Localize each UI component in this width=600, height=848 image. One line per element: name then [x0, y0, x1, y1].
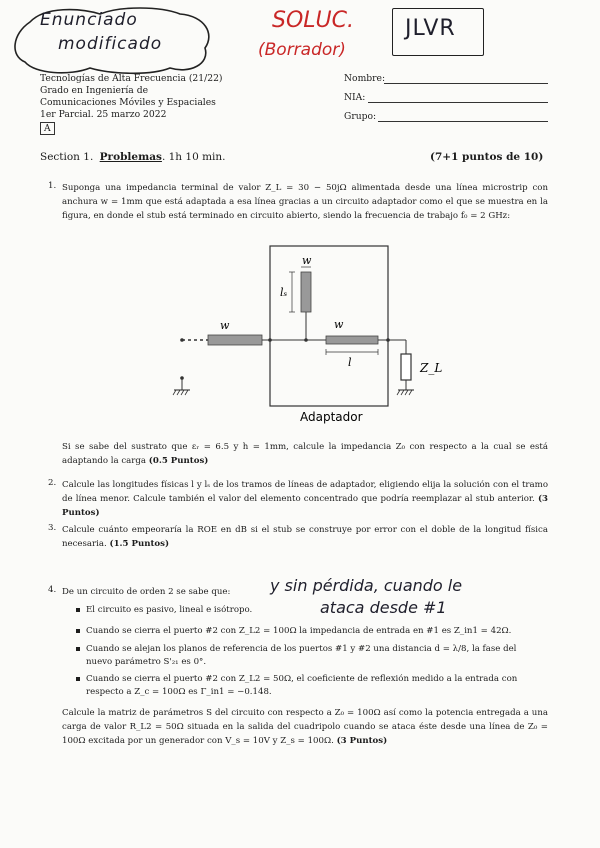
- exam-variant: A: [40, 122, 55, 135]
- exam-title: 1er Parcial. 25 marzo 2022: [40, 109, 167, 120]
- input-node: [180, 338, 184, 342]
- q4-points: (3 Puntos): [336, 736, 388, 746]
- q4-handwritten-note-line1: y sin pérdida, cuando le: [270, 576, 463, 595]
- q2-text: [62, 478, 548, 520]
- matching-circuit-figure: [168, 240, 448, 430]
- solution-text-line2: (Borrador): [258, 40, 346, 60]
- name-field-line: [384, 83, 548, 84]
- degree-line1: Grado en Ingeniería de: [40, 85, 149, 96]
- label-w-right: w: [334, 318, 344, 331]
- name-label: Nombre:: [344, 73, 386, 84]
- q4-bullet-4-cont: respecto a Z_c = 100Ω es Γ_in1 = −0.148.: [86, 687, 272, 697]
- q3-body: Calcule cuánto empeoraría la ROE en dB si el stub se construye por error con el doble de la longitud física necesaria.: [62, 525, 548, 549]
- course-name: Tecnologías de Alta Frecuencia (21/22): [40, 73, 223, 84]
- label-ls: lₛ: [280, 286, 288, 299]
- q4-bullet-1: [76, 603, 252, 617]
- label-l: l: [348, 356, 352, 369]
- nia-label: NIA:: [344, 92, 366, 103]
- q3-text: [62, 523, 548, 551]
- q4-bullet-2: [76, 624, 511, 638]
- section-prefix: Section 1.: [40, 151, 94, 163]
- group-field-line: [378, 121, 548, 122]
- solution-text-line1: SOLUC.: [272, 8, 354, 33]
- initials-text: JLVR: [405, 16, 456, 41]
- section-title: Problemas: [99, 151, 162, 163]
- q4-bullet-1-text: El circuito es pasivo, lineal e isótropo.: [86, 605, 253, 615]
- open-stub: [301, 272, 311, 312]
- q4-number: 4.: [48, 585, 57, 595]
- label-w-left: w: [220, 319, 230, 332]
- bullet-marker: [76, 647, 80, 651]
- bullet-marker: [76, 629, 80, 633]
- cloud-text-line2: modificado: [58, 34, 163, 54]
- q4-final-text: [62, 706, 548, 748]
- label-zl: Z_L: [420, 361, 443, 375]
- q1-after-points: (0.5 Puntos): [148, 456, 209, 466]
- figure-caption: Adaptador: [300, 410, 363, 424]
- q2-points: (3 Puntos): [62, 494, 549, 518]
- section-points: (7+1 puntos de 10): [430, 151, 544, 163]
- input-ground-symbol: [173, 376, 190, 395]
- q1-after-body: Si se sabe del sustrato que εᵣ = 6.5 y h = 1mm, calcule la impedancia Z₀ con respecto a la cual se está adaptando la carga: [62, 442, 548, 466]
- cloud-text-line1: Enunciado: [40, 10, 138, 30]
- q4-bullet-3: [76, 642, 516, 656]
- q3-points: (1.5 Puntos): [109, 539, 170, 549]
- q4-bullet-4-text-a: Cuando se cierra el puerto #2 con Z_L2 = 50Ω, el coeficiente de reflexión medido a la entrada con: [86, 674, 518, 684]
- group-label: Grupo:: [344, 111, 377, 122]
- q3-number: 3.: [48, 523, 57, 533]
- degree-line2: Comunicaciones Móviles y Espaciales: [40, 97, 216, 108]
- q4-bullet-2-text: Cuando se cierra el puerto #2 con Z_L2 = 100Ω la impedancia de entrada en #1 es Z_in1 = 42Ω.: [86, 626, 512, 636]
- q4-intro: De un circuito de orden 2 se sabe que:: [62, 587, 231, 597]
- load-ground-symbol: [397, 390, 414, 395]
- label-w-top: w: [302, 254, 312, 267]
- q2-number: 2.: [48, 478, 57, 488]
- section-heading: [40, 151, 226, 163]
- adapter-box: [270, 246, 388, 406]
- q1-number: 1.: [48, 181, 57, 191]
- left-line-segment: [208, 335, 262, 345]
- q2-body: Calcule las longitudes físicas l y lₛ de los tramos de líneas de adaptador, eligiendo elija la solución con el tramo de línea menor. Calcule también el valor del elemento concentrado que podría reemplazar al stub anterior.: [62, 480, 548, 504]
- q4-bullet-4: [76, 672, 517, 686]
- q4-handwritten-note-line2: ataca desde #1: [320, 598, 447, 617]
- q4-final-body: Calcule la matriz de parámetros S del circuito con respecto a Z₀ = 100Ω así como la potencia entregada a una carga de valor R_L2 = 50Ω situada en la salida del cuadripolo cuando se ataca éste desde una línea de Z₀ = 100Ω excitada por un generador con V_s = 10V y Z_s = 100Ω.: [62, 708, 548, 746]
- load-impedance: [401, 354, 411, 380]
- nia-field-line: [368, 102, 548, 103]
- q1-text: Suponga una impedancia terminal de valor Z_L = 30 − 50jΩ alimentada desde una línea microstrip con anchura w = 1mm que está adaptada a esa línea gracias a un circuito adaptador como el que se muestra en la figura, en donde el stub está terminado en circuito abierto, siendo la frecuencia de trabajo f₀ = 2 GHz:: [62, 183, 548, 221]
- bullet-marker: [76, 608, 80, 612]
- right-line-segment: [326, 336, 378, 344]
- q1-after-text: [62, 440, 548, 468]
- bullet-marker: [76, 677, 80, 681]
- q4-bullet-3-text-a: Cuando se alejan los planos de referencia de los puertos #1 y #2 una distancia d = λ/8, la fase del: [86, 644, 517, 654]
- q4-bullet-3-cont: nuevo parámetro S'₂₁ es 0°.: [86, 657, 207, 667]
- section-duration: . 1h 10 min.: [161, 151, 226, 163]
